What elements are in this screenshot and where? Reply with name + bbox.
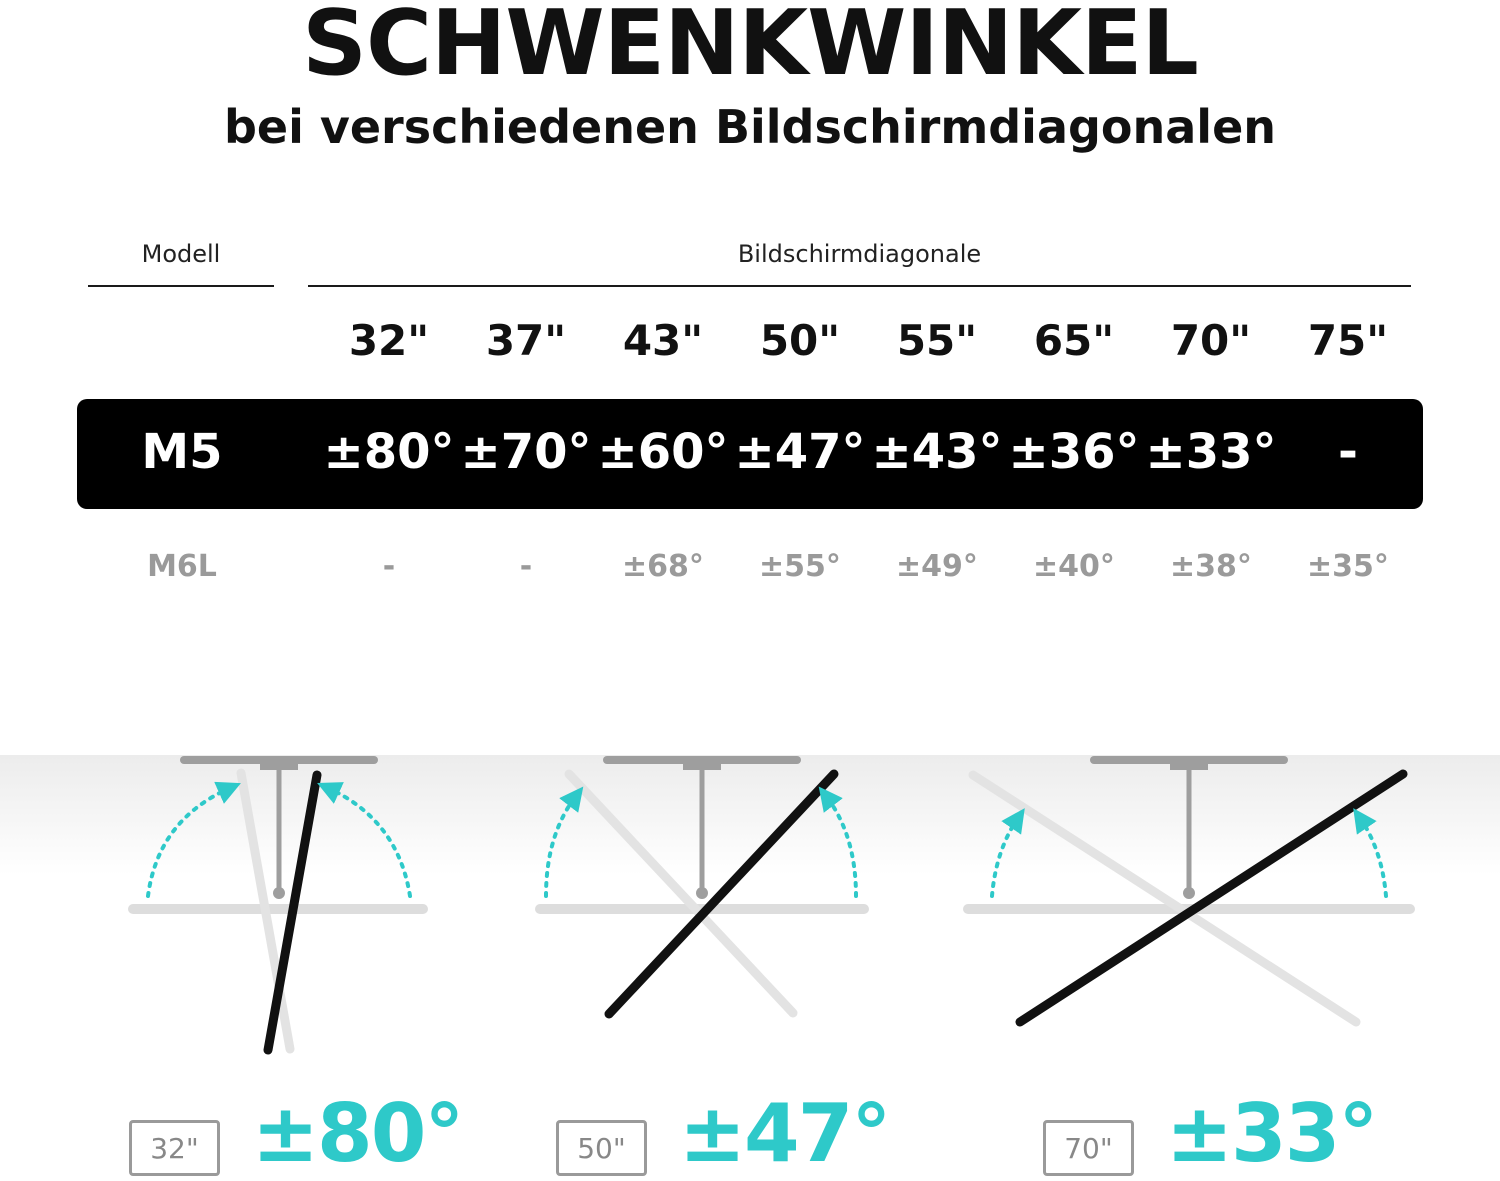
model-column-header: Modell [141,240,221,268]
size-header-32: 32" [348,316,430,365]
tv-swiveled-position [609,774,834,1014]
m5-value-70: ±33° [1145,424,1277,480]
tv-swiveled-position [1020,774,1403,1022]
page-title: SCHWENKWINKEL [302,0,1198,96]
m6l-value-37: - [519,549,533,584]
size-header-65: 65" [1033,316,1115,365]
swivel-arrow-left [148,788,230,896]
model-header-divider [88,285,274,287]
tv-start-position [973,775,1356,1022]
m5-value-43: ±60° [597,424,729,480]
diagram-32 [133,760,423,1050]
example-angle-50: ±47° [679,1087,890,1180]
mount-pivot [696,887,708,899]
m6l-value-70: ±38° [1170,549,1252,584]
diagonal-column-header: Bildschirmdiagonale [737,240,982,268]
m5-value-50: ±47° [734,424,866,480]
m5-value-65: ±36° [1008,424,1140,480]
size-header-70: 70" [1170,316,1252,365]
m5-value-75: - [1338,424,1358,480]
m5-value-37: ±70° [460,424,592,480]
diagram-50 [540,760,864,1014]
swivel-arrow-left [992,818,1018,896]
m6l-value-32: - [382,549,396,584]
size-header-43: 43" [622,316,704,365]
diagram-70 [968,760,1410,1022]
swivel-arrow-left [546,796,576,896]
example-size-badge-32: 32" [129,1120,220,1176]
m6l-model-label: M6L [147,549,217,584]
swivel-arrow-right [328,788,410,896]
size-header-55: 55" [896,316,978,365]
example-size-badge-70: 70" [1043,1120,1134,1176]
swivel-diagrams [0,740,1500,1080]
page-subtitle: bei verschiedenen Bildschirmdiagonalen [223,100,1277,154]
swivel-arrow-right [826,796,856,896]
m5-value-55: ±43° [871,424,1003,480]
m6l-value-55: ±49° [896,549,978,584]
m6l-value-50: ±55° [759,549,841,584]
m5-value-32: ±80° [323,424,455,480]
m6l-value-65: ±40° [1033,549,1115,584]
size-header-37: 37" [485,316,567,365]
example-angle-70: ±33° [1166,1087,1377,1180]
example-angle-32: ±80° [252,1087,463,1180]
example-size-badge-50: 50" [556,1120,647,1176]
mount-pivot [273,887,285,899]
diagonal-header-divider [308,285,1411,287]
size-header-75: 75" [1307,316,1389,365]
swivel-arrow-right [1360,818,1386,896]
m6l-value-75: ±35° [1307,549,1389,584]
size-header-50: 50" [759,316,841,365]
tv-start-position [569,774,793,1013]
m6l-value-43: ±68° [622,549,704,584]
m5-model-label: M5 [141,424,223,480]
mount-pivot [1183,887,1195,899]
